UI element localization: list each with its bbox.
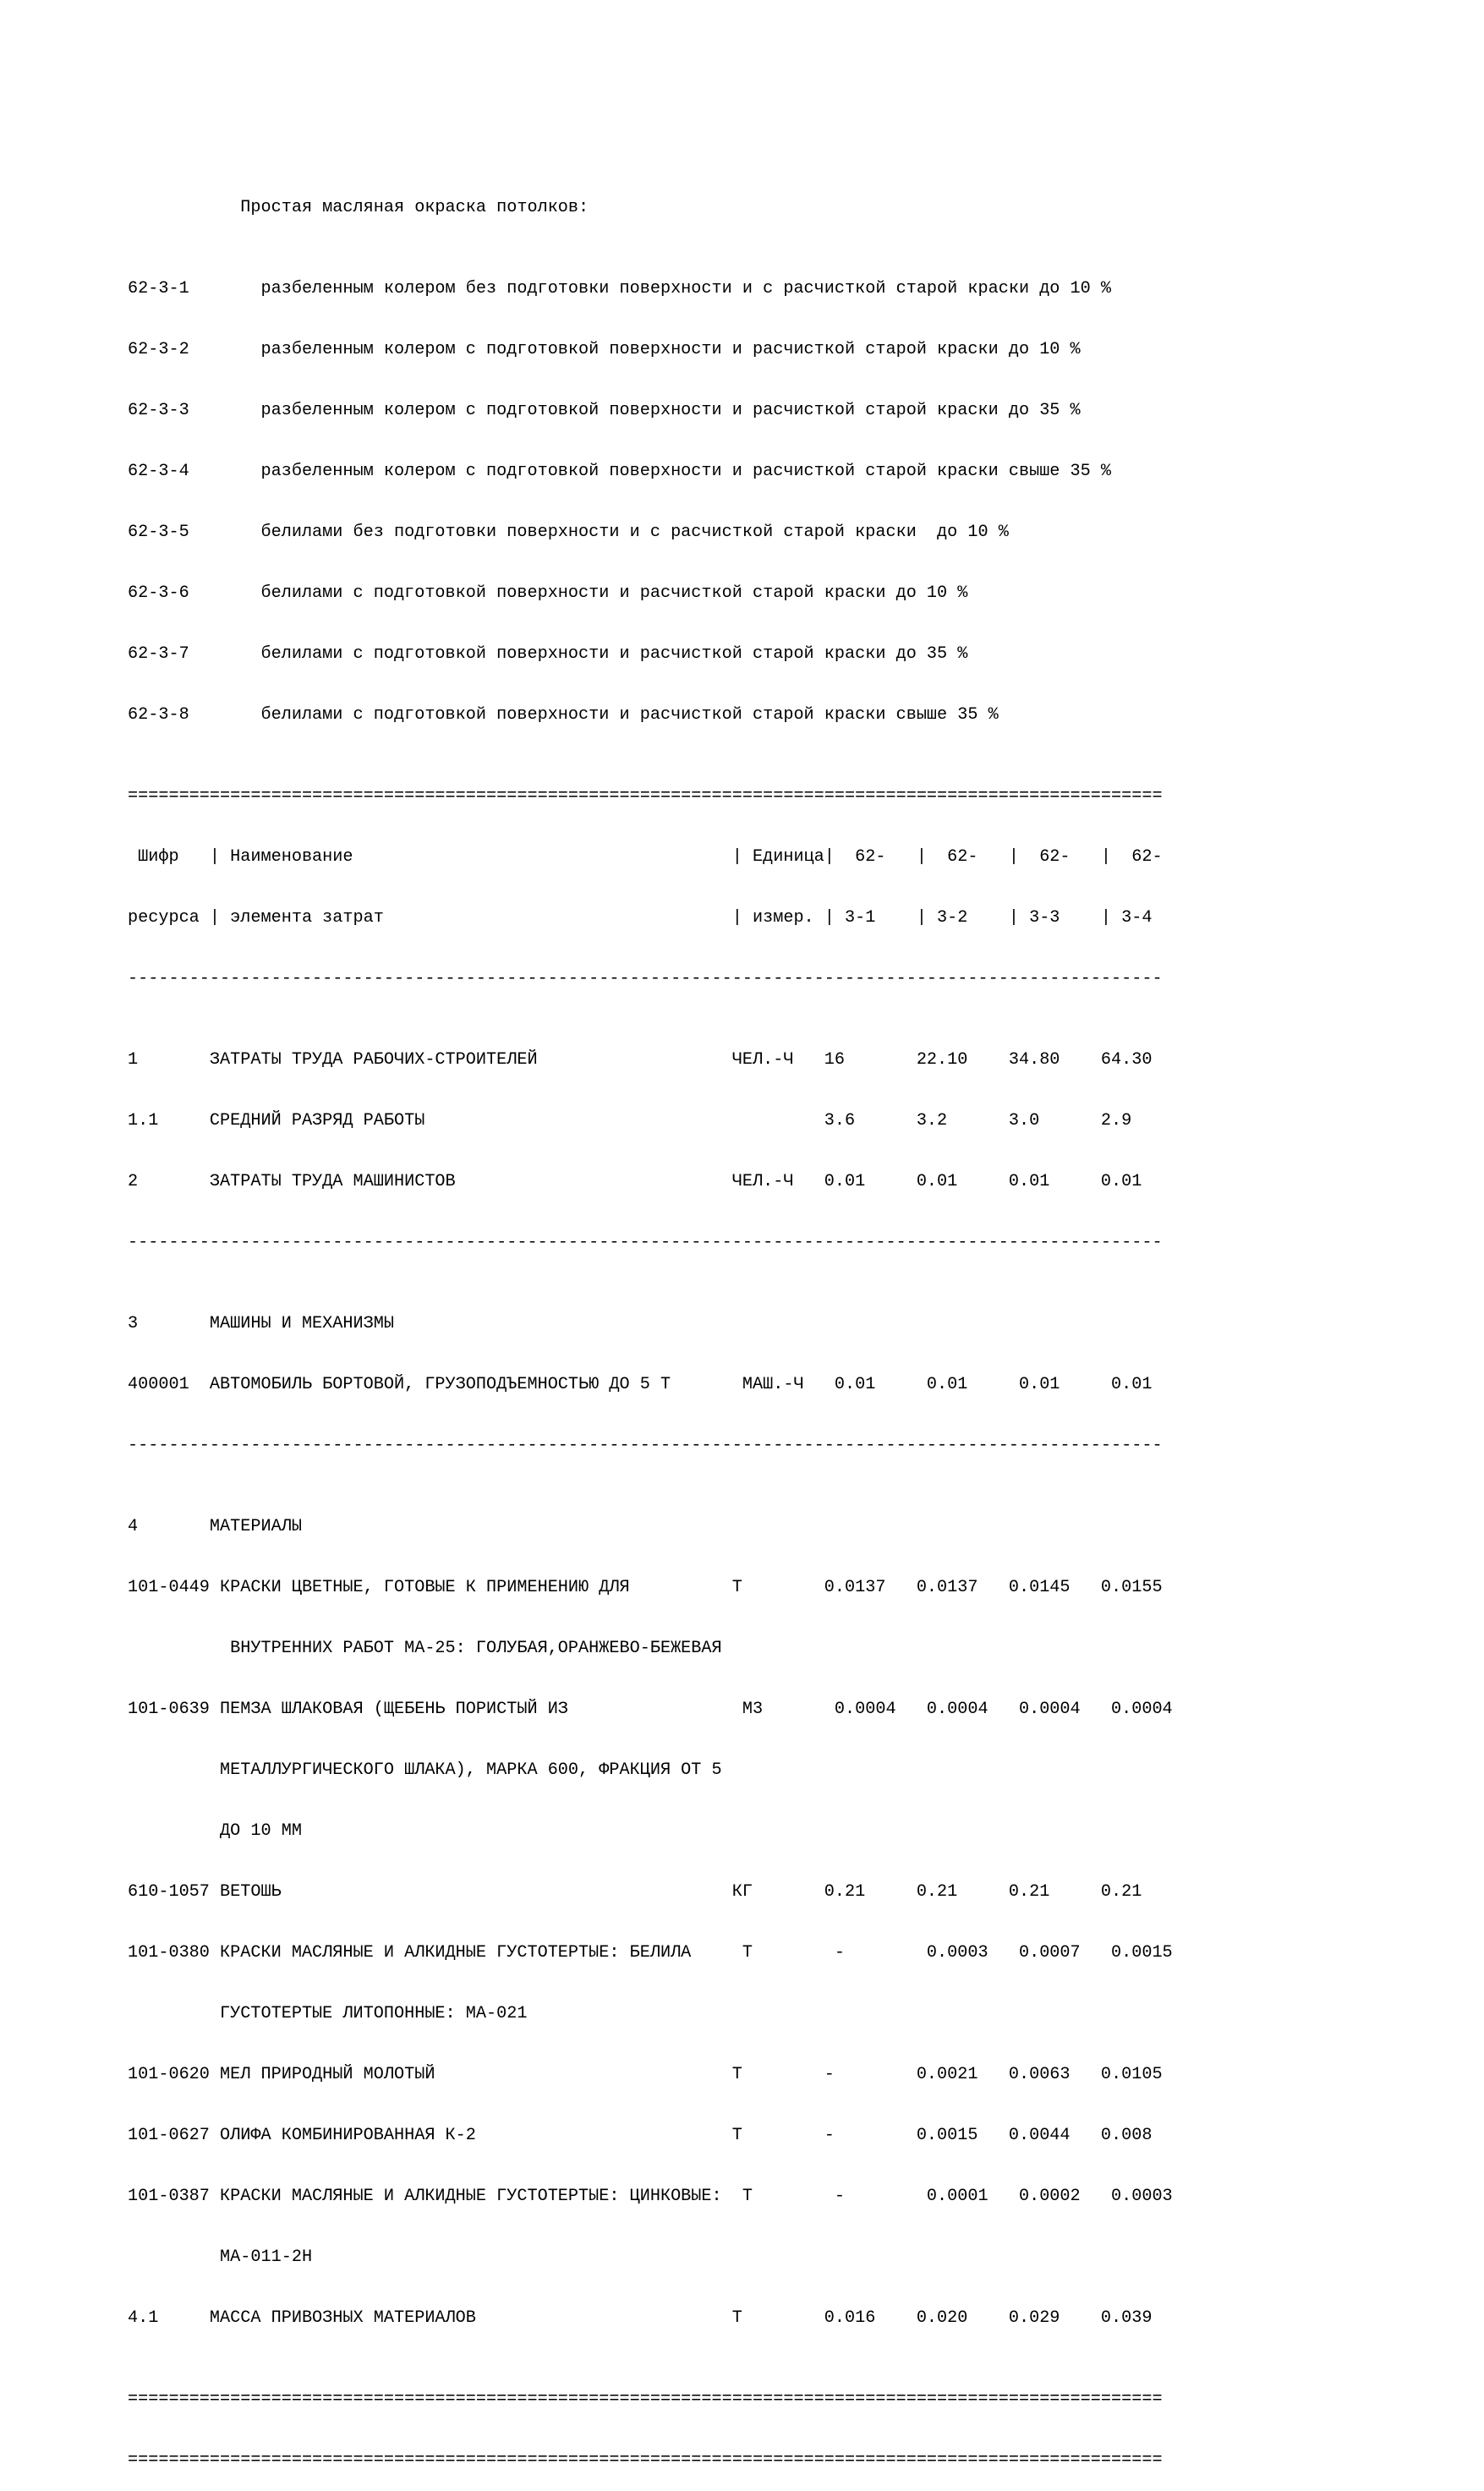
table-header-row: Шифр | Наименование | Единица| 62- | 62- | 62- | 62-: [128, 847, 1163, 867]
double-rule: =====================================================================================================: [128, 2390, 1163, 2409]
code-description-line: 62-3-8 белилами с подготовкой поверхности и расчисткой старой краски свыше 35 %: [128, 705, 999, 725]
table-row: 101-0449 КРАСКИ ЦВЕТНЫЕ, ГОТОВЫЕ К ПРИМЕНЕНИЮ ДЛЯ Т 0.0137 0.0137 0.0145 0.0155: [128, 1578, 1163, 1597]
table-row: 1 ЗАТРАТЫ ТРУДА РАБОЧИХ-СТРОИТЕЛЕЙ ЧЕЛ.-Ч 16 22.10 34.80 64.30: [128, 1050, 1153, 1070]
document-title: Простая масляная окраска потолков:: [128, 198, 589, 217]
table-row: 610-1057 ВЕТОШЬ КГ 0.21 0.21 0.21 0.21: [128, 1882, 1142, 1902]
code-description-line: 62-3-6 белилами с подготовкой поверхности и расчисткой старой краски до 10 %: [128, 583, 968, 603]
table-row: ВНУТРЕННИХ РАБОТ МА-25: ГОЛУБАЯ,ОРАНЖЕВО-БЕЖЕВАЯ: [128, 1639, 722, 1658]
code-description-line: 62-3-3 разбеленным колером с подготовкой поверхности и расчисткой старой краски до 35 %: [128, 401, 1081, 420]
table-row: 4 МАТЕРИАЛЫ: [128, 1517, 302, 1536]
code-description-line: 62-3-1 разбеленным колером без подготовки поверхности и с расчисткой старой краски до 10 %: [128, 279, 1111, 298]
single-rule: -----------------------------------------------------------------------------------------------------: [128, 1436, 1163, 1455]
code-description-line: 62-3-5 белилами без подготовки поверхности и с расчисткой старой краски до 10 %: [128, 523, 1009, 542]
table-row: 400001 АВТОМОБИЛЬ БОРТОВОЙ, ГРУЗОПОДЪЕМНОСТЬЮ ДО 5 Т МАШ.-Ч 0.01 0.01 0.01 0.01: [128, 1375, 1153, 1394]
code-description-line: 62-3-4 разбеленным колером с подготовкой поверхности и расчисткой старой краски свыше 35 %: [128, 462, 1111, 481]
table-row: 101-0639 ПЕМЗА ШЛАКОВАЯ (ЩЕБЕНЬ ПОРИСТЫЙ ИЗ М3 0.0004 0.0004 0.0004 0.0004: [128, 1700, 1173, 1719]
table-row: 101-0380 КРАСКИ МАСЛЯНЫЕ И АЛКИДНЫЕ ГУСТОТЕРТЫЕ: БЕЛИЛА Т - 0.0003 0.0007 0.0015: [128, 1943, 1173, 1963]
table-row: 101-0620 МЕЛ ПРИРОДНЫЙ МОЛОТЫЙ Т - 0.0021 0.0063 0.0105: [128, 2065, 1163, 2084]
table-row: 2 ЗАТРАТЫ ТРУДА МАШИНИСТОВ ЧЕЛ.-Ч 0.01 0.01 0.01 0.01: [128, 1172, 1142, 1191]
table-row: 101-0627 ОЛИФА КОМБИНИРОВАННАЯ К-2 Т - 0.0015 0.0044 0.008: [128, 2126, 1153, 2145]
table-row: ГУСТОТЕРТЫЕ ЛИТОПОННЫЕ: МА-021: [128, 2004, 528, 2023]
document-page: [128, 157, 1173, 2491]
table-header-row: ресурса | элемента затрат | измер. | 3-1 | 3-2 | 3-3 | 3-4: [128, 908, 1153, 928]
code-description-line: 62-3-7 белилами с подготовкой поверхности и расчисткой старой краски до 35 %: [128, 644, 968, 664]
table-row: 4.1 МАССА ПРИВОЗНЫХ МАТЕРИАЛОВ Т 0.016 0.020 0.029 0.039: [128, 2308, 1153, 2328]
single-rule: -----------------------------------------------------------------------------------------------------: [128, 969, 1163, 988]
table-row: 1.1 СРЕДНИЙ РАЗРЯД РАБОТЫ 3.6 3.2 3.0 2.9: [128, 1111, 1132, 1131]
table-row: 101-0387 КРАСКИ МАСЛЯНЫЕ И АЛКИДНЫЕ ГУСТОТЕРТЫЕ: ЦИНКОВЫЕ: Т - 0.0001 0.0002 0.0003: [128, 2187, 1173, 2206]
table-row: МА-011-2Н: [128, 2247, 313, 2267]
single-rule: -----------------------------------------------------------------------------------------------------: [128, 1233, 1163, 1252]
double-rule: =====================================================================================================: [128, 786, 1163, 806]
double-rule: =====================================================================================================: [128, 2450, 1163, 2470]
table-row: МЕТАЛЛУРГИЧЕСКОГО ШЛАКА), МАРКА 600, ФРАКЦИЯ ОТ 5: [128, 1760, 722, 1780]
table-row: ДО 10 ММ: [128, 1821, 302, 1841]
code-description-line: 62-3-2 разбеленным колером с подготовкой поверхности и расчисткой старой краски до 10 %: [128, 340, 1081, 359]
table-row: 3 МАШИНЫ И МЕХАНИЗМЫ: [128, 1314, 394, 1333]
